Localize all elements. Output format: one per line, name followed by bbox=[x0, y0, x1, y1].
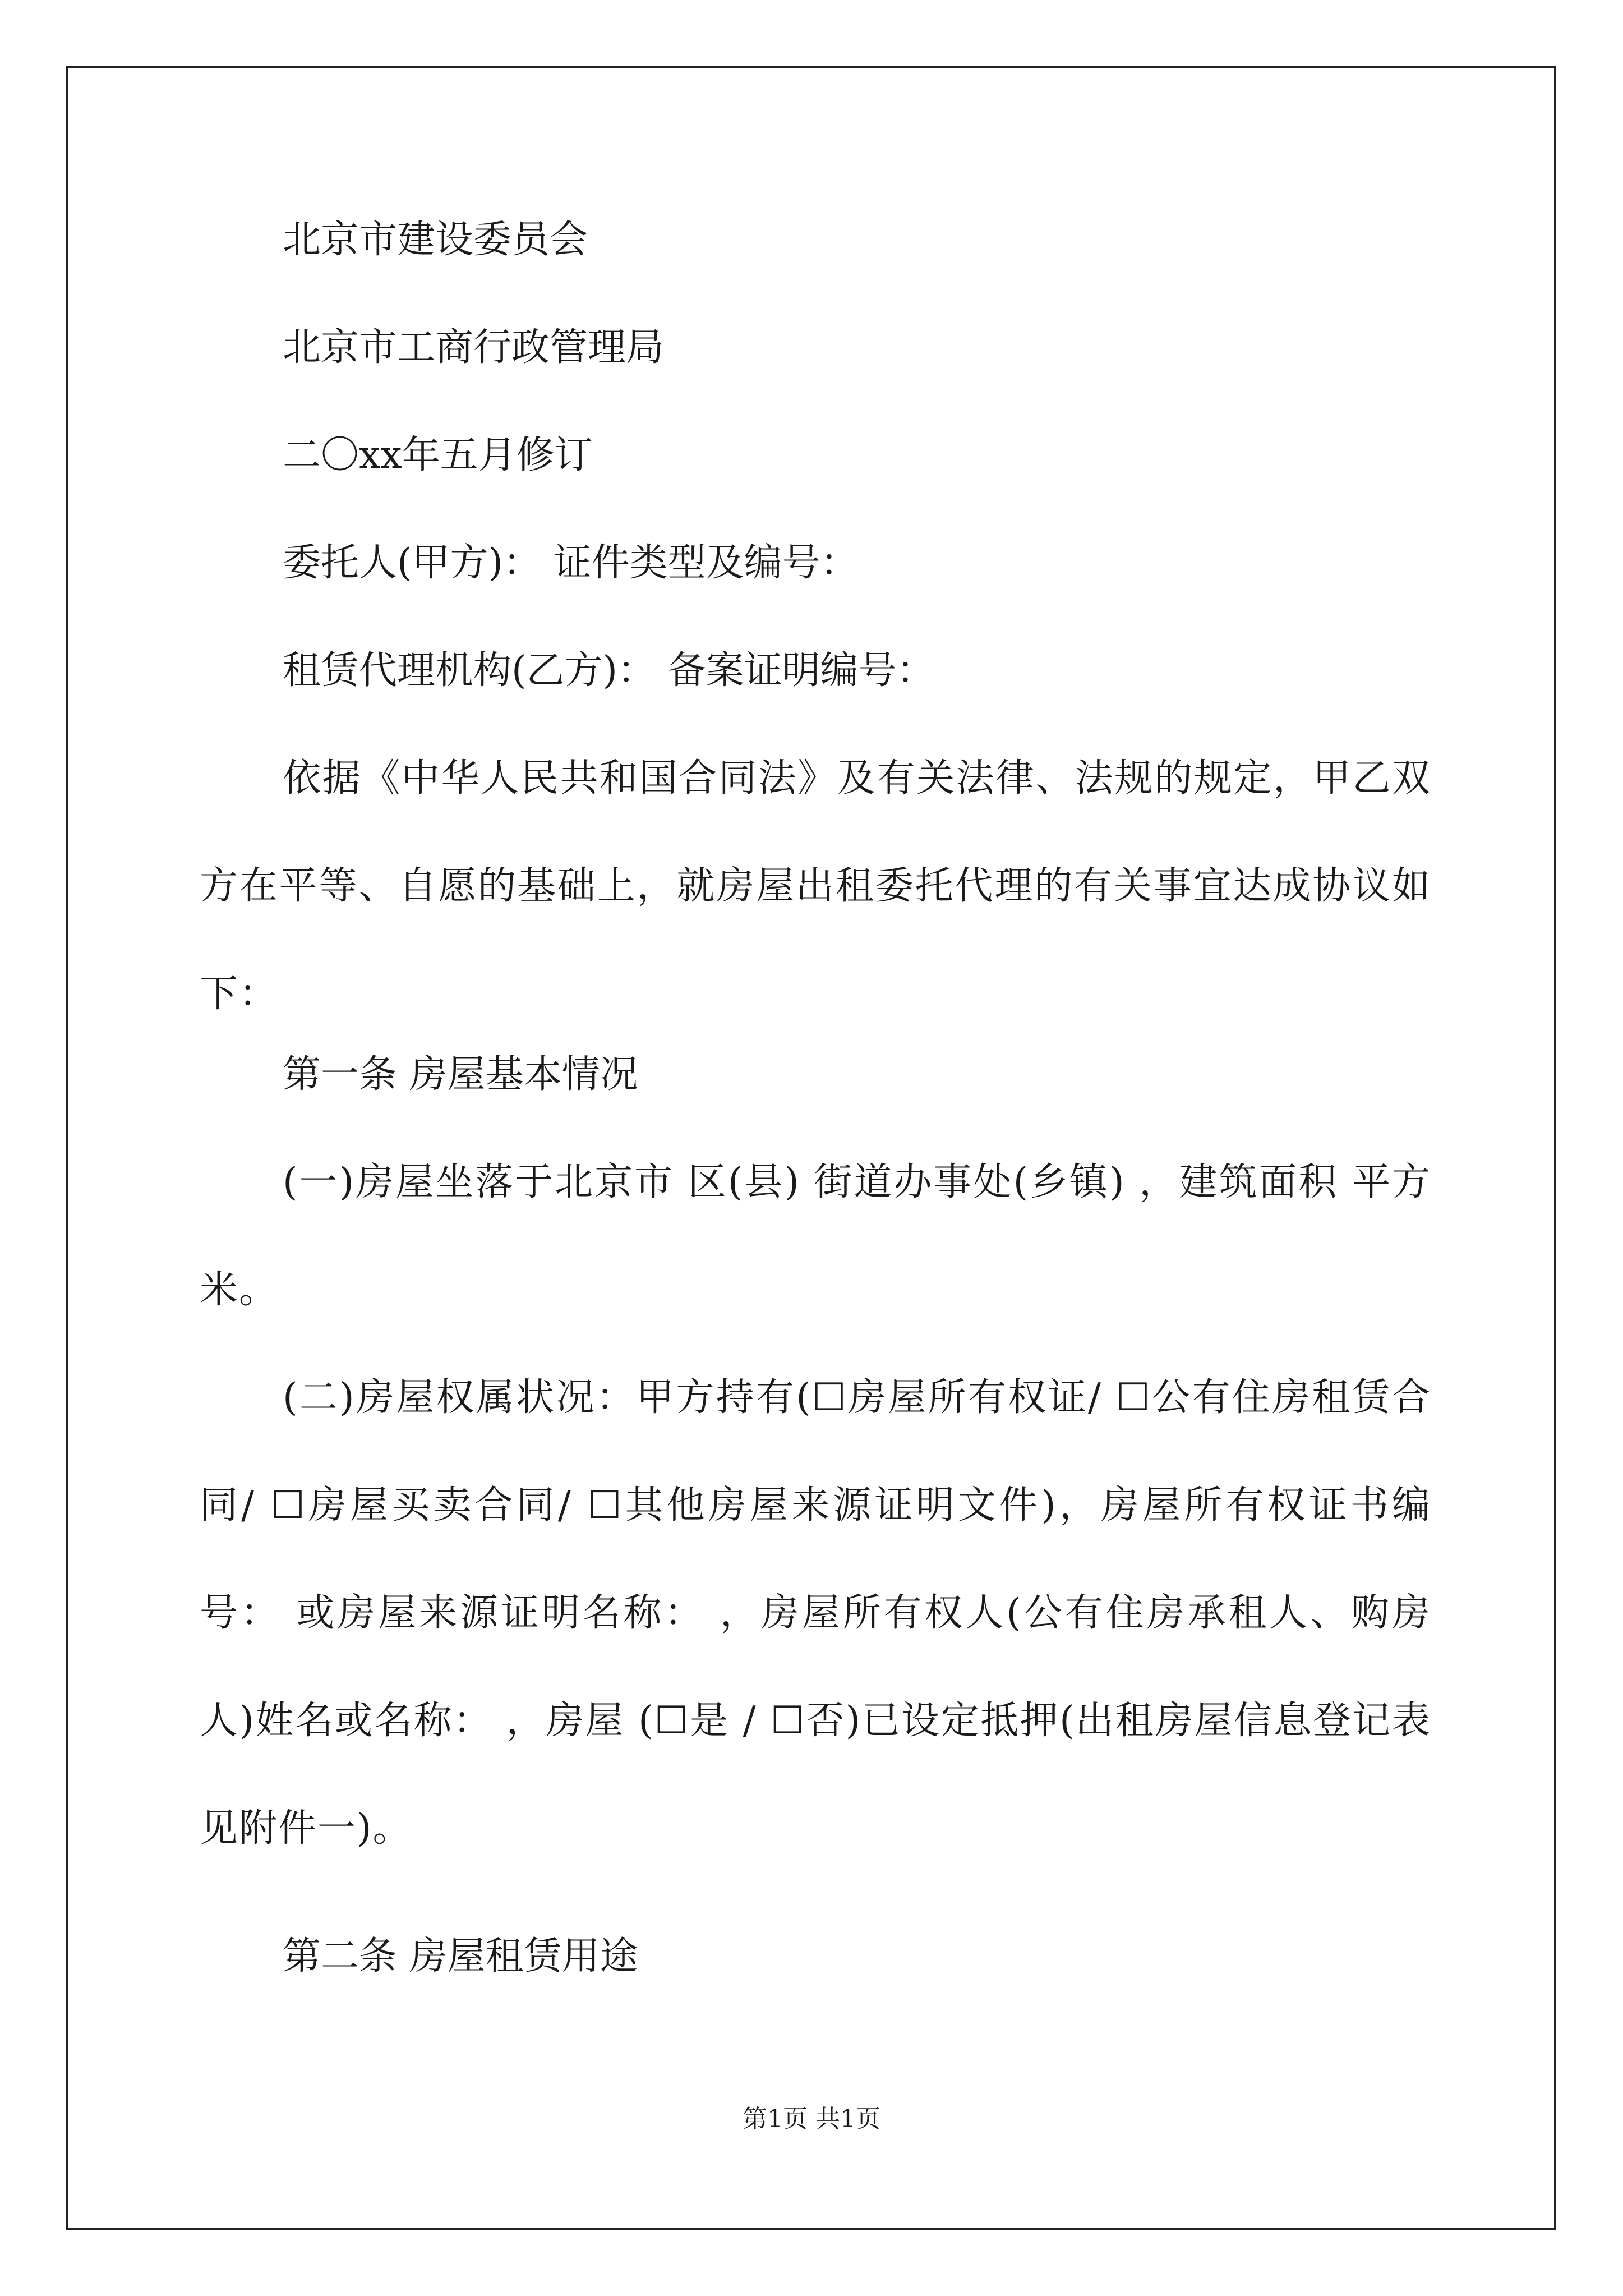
article-1-title: 第一条 房屋基本情况 bbox=[283, 1052, 638, 1097]
issuer-line-2: 北京市工商行政管理局 bbox=[283, 325, 665, 370]
page-footer: 第1页 共1页 bbox=[743, 2105, 880, 2133]
issuer-line-1: 北京市建设委员会 bbox=[283, 218, 588, 262]
preamble-paragraph: 依据《中华人民共和国合同法》及有关法律、法规的规定，甲乙双方在平等、自愿的基础上，就房屋出租委托代理的有关事宜达成协议如下： bbox=[200, 756, 1431, 1016]
principal-party: 委托人(甲方)： 证件类型及编号： bbox=[283, 541, 859, 585]
agent-party: 租赁代理机构(乙方)： 备案证明编号： bbox=[283, 648, 935, 693]
article-2-title: 第二条 房屋租赁用途 bbox=[283, 1934, 638, 1978]
article-1-item-1: (一)房屋坐落于北京市 区(县) 街道办事处(乡镇) ，建筑面积 平方米。 bbox=[200, 1160, 1431, 1312]
revision-date: 二〇xx年五月修订 bbox=[283, 433, 593, 477]
article-1-item-2: (二)房屋权属状况：甲方持有(☐房屋所有权证/ ☐公有住房租赁合同/ ☐房屋买卖合同/ ☐其他房屋来源证明文件)，房屋所有权证书编号： 或房屋来源证明名称： ，房屋所有权人(公有住房承租人、购房人)姓名或名称： ，房屋 (☐是 / ☐否)已设定抵押(出租房屋信息登记表见附件一)。 bbox=[200, 1375, 1431, 1851]
